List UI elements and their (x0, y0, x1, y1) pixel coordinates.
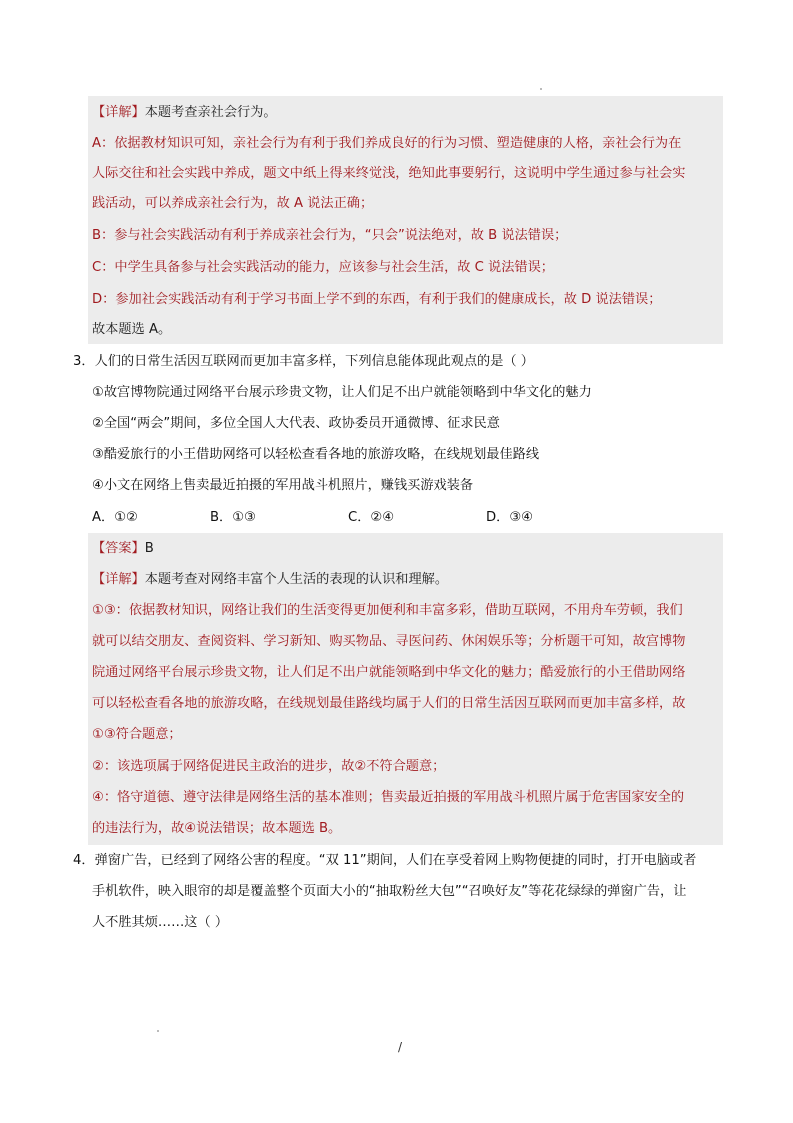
answer-3-p4-line-2: 的违法行为，故④说法错误；故本题选 B。 (92, 821, 342, 836)
question-3-option-c: C．②④ (348, 510, 395, 525)
detail-text: 本题考查对网络丰富个人生活的表现的认识和理解。 (144, 572, 449, 587)
answer-3-p13-line-4: 可以轻松查看各地的旅游攻略，在线规划最佳路线均属于人们的日常生活因互联网而更加丰富多样，故 (92, 696, 686, 711)
scan-speck-bottom (157, 1030, 159, 1032)
detail-tag: 【详解】 (92, 105, 145, 120)
question-3-item-1: ①故宫博物院通过网络平台展示珍贵文物，让人们足不出户就能领略到中华文化的魅力 (92, 385, 592, 400)
analysis-q2-c-line: C：中学生具备参与社会实践活动的能力，应该参与社会生活，故 C 说法错误； (92, 260, 554, 275)
answer-3-p13-line-2: 就可以结交朋友、查阅资料、学习新知、购买物品、寻医问药、休闲娱乐等；分析题干可知，故宫博物 (92, 634, 686, 649)
answer-3-p13-line-3: 院通过网络平台展示珍贵文物，让人们足不出户就能领略到中华文化的魅力；酷爱旅行的小王借助网络 (92, 665, 686, 680)
answer-3-p13-line-1: ①③：依据教材知识，网络让我们的生活变得更加便利和丰富多彩，借助互联网，不用舟车劳顿，我们 (92, 603, 683, 618)
question-3-item-2: ②全国“两会”期间，多位全国人大代表、政协委员开通微博、征求民意 (92, 416, 500, 431)
question-4-line-1: 4．弹窗广告，已经到了网络公害的程度。“双 11”期间，人们在享受着网上购物便捷的同时，打开电脑或者 (73, 853, 697, 868)
answer-3-p2-line: ②：该选项属于网络促进民主政治的进步，故②不符合题意； (92, 759, 446, 774)
page-footer-mark: / (398, 1040, 403, 1054)
answer-value: B (144, 541, 154, 556)
analysis-q2-header (92, 103, 277, 123)
question-3-stem: 3．人们的日常生活因互联网而更加丰富多样，下列信息能体现此观点的是（ ） (73, 354, 534, 369)
detail-text: 本题考查亲社会行为。 (144, 105, 277, 120)
question-3-option-a: A．①② (92, 510, 138, 525)
analysis-q2-a-line-3: 践活动，可以养成亲社会行为，故 A 说法正确； (92, 196, 374, 211)
detail-tag: 【详解】 (92, 572, 145, 587)
answer-3-p4-line-1: ④：恪守道德、遵守法律是网络生活的基本准则；售卖最近拍摄的军用战斗机照片属于危害国家安全的 (92, 790, 685, 805)
question-4-line-3: 人不胜其烦……这（ ） (92, 915, 229, 930)
question-3-option-d: D．③④ (486, 510, 533, 525)
analysis-q2-d-line: D：参加社会实践活动有利于学习书面上学不到的东西，有利于我们的健康成长，故 D 说法错误； (92, 292, 662, 307)
question-3-item-3: ③酷爱旅行的小王借助网络可以轻松查看各地的旅游攻略，在线规划最佳路线 (92, 447, 540, 462)
analysis-q2-a-line-1: A：依据教材知识可知，亲社会行为有利于我们养成良好的行为习惯、塑造健康的人格，亲社会行为在 (92, 136, 682, 151)
answer-3-p13-line-5: ①③符合题意； (92, 727, 182, 742)
analysis-q2-b-line: B：参与社会实践活动有利于养成亲社会行为，“只会”说法绝对，故 B 说法错误； (92, 228, 568, 243)
answer-tag: 【答案】 (92, 541, 145, 556)
analysis-q2-a-line-2: 人际交往和社会实践中养成，题文中纸上得来终觉浅，绝知此事要躬行，这说明中学生通过参与社会实 (92, 166, 686, 181)
question-3-option-b: B．①③ (210, 510, 256, 525)
answer-3-detail-header (92, 570, 448, 590)
analysis-q2-conclusion: 故本题选 A。 (92, 322, 172, 337)
question-3-item-4: ④小文在网络上售卖最近拍摄的军用战斗机照片，赚钱买游戏装备 (92, 478, 474, 493)
answer-3-line (92, 539, 154, 559)
scan-speck-top (540, 88, 542, 90)
question-4-line-2: 手机软件，映入眼帘的却是覆盖整个页面大小的“抽取粉丝大包”“召唤好友”等花花绿绿的弹窗广告，让 (92, 884, 687, 899)
